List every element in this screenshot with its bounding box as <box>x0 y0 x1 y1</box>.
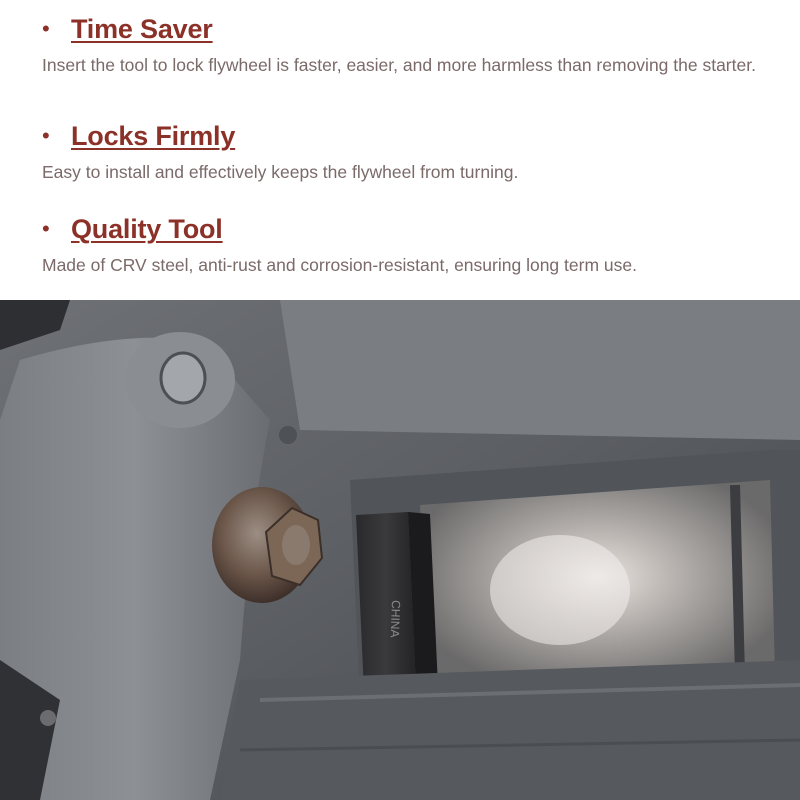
bullet-icon: • <box>42 16 50 41</box>
feature-description: Easy to install and effectively keeps the flywheel from turning. <box>42 162 519 182</box>
light-reflection <box>490 535 630 645</box>
small-bolt <box>40 710 56 726</box>
feature-time-saver <box>42 12 782 78</box>
casting-panel <box>280 300 800 440</box>
feature-heading-row <box>42 212 782 246</box>
lock-tool-stamp: CHINA <box>387 599 403 638</box>
feature-list <box>0 0 800 300</box>
lower-casting <box>220 660 800 800</box>
feature-title: Time Saver <box>71 14 213 44</box>
feature-quality-tool <box>42 212 782 278</box>
feature-heading-row <box>42 12 782 46</box>
feature-description: Insert the tool to lock flywheel is faster, easier, and more harmless than removing the starter. <box>42 55 756 75</box>
bullet-icon: • <box>42 123 50 148</box>
feature-title: Locks Firmly <box>71 121 236 151</box>
feature-heading-row <box>42 119 782 153</box>
feature-locks-firmly <box>42 119 782 185</box>
bullet-icon: • <box>42 216 50 241</box>
flywheel-lock-tool <box>356 512 416 692</box>
housing-rim <box>735 485 740 675</box>
feature-description: Made of CRV steel, anti-rust and corrosion-resistant, ensuring long term use. <box>42 255 637 275</box>
small-hole <box>279 426 297 444</box>
bracket-hole <box>161 353 205 403</box>
feature-title: Quality Tool <box>71 214 223 244</box>
product-photo <box>0 300 800 800</box>
engine-photo-illustration <box>0 300 800 800</box>
bolt-highlight <box>282 525 310 565</box>
